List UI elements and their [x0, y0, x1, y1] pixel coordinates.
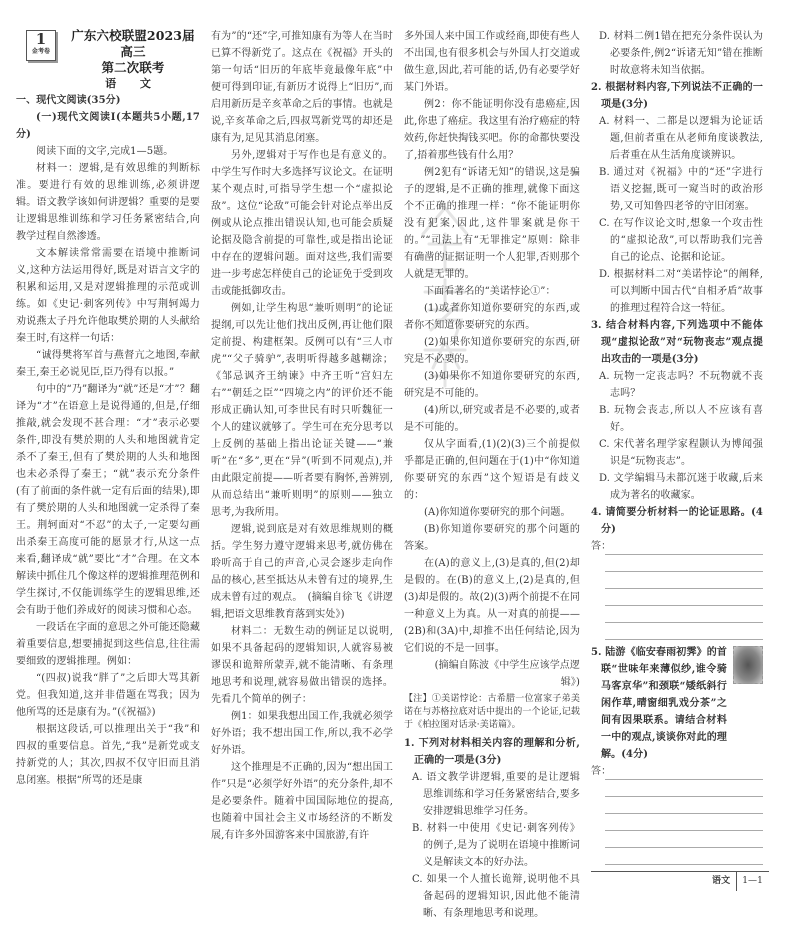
paragraph: (1)或者你知道你要研究的东西,或者你不知道你要研究的东西。 — [404, 303, 580, 331]
paragraph: (B)你知道你要研究的那个问题的答案。 — [404, 524, 580, 552]
page-footer — [591, 871, 769, 891]
q5-answer-line[interactable] — [605, 848, 763, 865]
paragraph: 下面看著名的“美诺悖论①”： — [424, 286, 556, 297]
paragraph: 例1：如果我想出国工作,我就必须学好外语；我不想出国工作,所以,我不必学好外语。 — [211, 711, 393, 756]
q4-answer-line[interactable] — [605, 555, 763, 572]
paragraph: 这个推理是不正确的,因为“想出国工作”只是“必须学好外语”的充分条件,却不是必要条件。随着中国国际地位的提高,也随着中国社会主义市场经济的不断发展,有许多外国游客来中国旅游,有许 — [211, 762, 393, 841]
paragraph: 多外国人来中国工作或经商,即使有些人不出国,也有很多机会与外国人打交道或做生意,因此,若可能的话,仍有必要学好某门外语。 — [404, 31, 580, 93]
q3-option-a[interactable]: A. 玩物一定丧志吗？不玩物就不丧志吗？ — [599, 371, 763, 399]
column-4 — [591, 28, 763, 891]
paragraph: 材料一：逻辑,是有效思维的判断标准。要进行有效的思维训练,必须讲逻辑。语文教学该如何讲逻辑？重要的是要让逻辑思维训练和学习任务紧密结合,向教学过程自然渗透。 — [16, 163, 200, 242]
paragraph: 材料二：无数生动的例证足以说明,如果不具备起码的逻辑知识,人就容易被谬误和诡辩所蒙弄,就不能清晰、有条理地思考和说理,就容易做出错误的选择。先看几个简单的例子： — [211, 626, 393, 705]
paragraph: (4)所以,研究或者是不必要的,或者是不可能的。 — [404, 405, 580, 433]
column-3 — [404, 28, 580, 922]
q5-answer-line[interactable] — [605, 797, 763, 814]
paragraph: 根据这段话,可以推理出关于“我”和四叔的重要信息。首先,“我”是新党或支持新党的人；其次,四叔不仅守旧而且消息闭塞。根据“所骂的还是康 — [16, 724, 200, 786]
q3-option-d[interactable]: D. 文学编辑马未都沉迷于收藏,后来成为著名的收藏家。 — [599, 473, 763, 501]
q4-answer-line[interactable] — [605, 538, 763, 555]
q4-answer-line[interactable] — [605, 606, 763, 623]
source-citation: (摘编自陈波《中学生应该学点逻辑》) — [434, 660, 580, 688]
q1-option-c[interactable]: C. 如果一个人擅长诡辩,说明他不具备起码的逻辑知识,因此他不能清晰、有条理地思考和说理。 — [412, 874, 580, 919]
question-5-stem: 5. 陆游《临安春雨初霁》的首联“世味年来薄似纱,谁令骑马客京华”和颈联“矮纸斜行闲作草,晴窗细乳戏分茶”之间有因果联系。请结合材料一中的观点,谈谈你对此的理解。(4分) — [591, 647, 727, 760]
q2-option-c[interactable]: C. 在写作议论文时,想象一个攻击性的“虚拟论敌”,可以帮助我们完善自己的论点、论据和论证。 — [599, 218, 763, 263]
page-number: 1—1 — [736, 872, 769, 891]
paragraph: 在(A)的意义上,(3)是真的,但(2)却是假的。在(B)的意义上,(2)是真的,但(3)却是假的。故(2)(3)两个前提不在同一种意义上为真。从一对真的前提——(2B)和(3A)中,却推不出任何结论,因为它们说的不是一回事。 — [404, 558, 580, 654]
question-4-stem: 4. 请简要分析材料一的论证思路。(4分) — [591, 507, 763, 535]
paragraph: (2)如果你知道你要研究的东西,研究是不必要的。 — [404, 337, 580, 365]
question-5 — [591, 644, 763, 763]
column-1 — [16, 28, 200, 789]
exam-title: 广东六校联盟2023届高三 — [71, 28, 195, 59]
footer-subject: 语文 — [712, 876, 731, 886]
q4-answer-line[interactable] — [605, 589, 763, 606]
q3-option-c[interactable]: C. 宋代著名理学家程颢认为博闻强识是“玩物丧志”。 — [599, 439, 763, 467]
paragraph: 例2犯有“诉诸无知”的错误,这是骗子的逻辑,是不正确的推理,就像下面这个不正确的推理一样：“你不能证明你没有犯案,因此,这件罪案就是你干的。”“司法上有“无罪推定”原则：除非有确凿的证据证明一个人犯罪,否则那个人就是无罪的。 — [404, 167, 580, 280]
q5-answer-label: 答： — [591, 766, 612, 777]
q4-answer-row — [591, 538, 763, 555]
q4-answer-label: 答： — [591, 541, 612, 552]
paragraph: 有为”的“还”字,可推知康有为等人在当时已算不得新党了。这点在《祝福》开头的第一句话“旧历的年底毕竟最像年底”中便可得到印证,有新历才说得上“旧历”,而启用新历是辛亥革命之后的事情。也就是说,辛亥革命之后,四叔骂新党骂的却还是康有为,足见其消息闭塞。 — [211, 31, 393, 144]
qr-code-image — [733, 646, 763, 684]
q5-answer-line[interactable] — [605, 814, 763, 831]
q2-option-d[interactable]: D. 根据材料二对“美诺悖论”的阐释,可以判断中国古代“自相矛盾”故事的推理过程符合这一特征。 — [599, 269, 763, 314]
quote: “诚得樊将军首与燕督亢之地图,奉献秦王,秦王必说见臣,臣乃得有以报。” — [16, 350, 200, 378]
paragraph: 文本解读常常需要在语境中推断词义,这种方法运用得好,既是对语言文字的积累和运用,又是对逻辑推理的示范或训练。如《史记·刺客列传》中写荆轲竭力劝说燕太子丹允许他取樊於期的人头献给秦王时,有这样一句话： — [16, 248, 200, 344]
question-3-stem: 3. 结合材料内容,下列选项中不能体现“虚拟论敌”对“玩物丧志”观点提出攻击的一项是(3分) — [591, 320, 763, 365]
question-1-stem: 1. 下列对材料相关内容的理解和分析,正确的一项是(3分) — [404, 738, 580, 766]
exam-badge — [26, 30, 56, 61]
q2-option-a[interactable]: A. 材料一、二都是以逻辑为论证话题,但前者重在从老师角度谈教法,后者重在从生活角度谈辨识。 — [599, 116, 763, 161]
paragraph: 一段话在字面的意思之外可能还隐藏着重要信息,想要捕捉到这些信息,往往需要细致的逻辑推理。例如： — [16, 622, 200, 667]
exam-subtitle: 第二次联考 — [101, 60, 165, 75]
subsection-heading: (一)现代文阅读Ⅰ(本题共5小题,17分) — [16, 112, 200, 140]
section-heading: 一、现代文阅读(35分) — [16, 95, 121, 106]
paragraph: 仅从字面看,(1)(2)(3)三个前提似乎都是正确的,但问题在于(1)中“你知道你要研究的东西”这个短语是有歧义的： — [404, 439, 580, 501]
q1-option-d[interactable]: D. 材料二例1错在把充分条件误认为必要条件,例2“诉诸无知”错在推断时故意将未知当依据。 — [599, 31, 763, 76]
badge-number: 1 — [35, 30, 47, 48]
footnote: 【注】①美诺悖论：古希腊一位富家子弟美诺在与苏格拉底对话中提出的一个论证,记载于《柏拉图对话录·美诺篇》。 — [404, 694, 580, 730]
column-2 — [211, 28, 393, 844]
q1-option-a[interactable]: A. 语文教学讲逻辑,重要的是让逻辑思维训练和学习任务紧密结合,要多安排逻辑思维学习任务。 — [412, 772, 580, 817]
q5-answer-line[interactable] — [605, 763, 763, 780]
paragraph: (3)如果你不知道你要研究的东西,研究是不可能的。 — [404, 371, 580, 399]
q4-answer-line[interactable] — [605, 572, 763, 589]
paragraph: 逻辑,说到底是对有效思维规则的概括。学生努力遵守逻辑来思考,就仿佛在聆听高于自己的声音,心灵会逐步走向作品的核心,甚至抵达从未曾有过的境界,生成未曾有过的观点。 (摘编自徐飞《讲逻辑,把语文思维教育落到实处》) — [211, 524, 393, 620]
paragraph: 另外,逻辑对于写作也是有意义的。中学生写作时大多选择写议论文。在证明某个观点时,可指导学生想一个“虚拟论敌”。这位“论敌”可能会针对论点举出反例或从论点推出错误认知,也可能会质疑论据及隐含前提的可靠性,或是指出论证中存在的逻辑问题。面对这些,我们需要进一步考虑怎样使自己的论证免于受到攻击或能抵御攻击。 — [211, 150, 393, 297]
question-2-stem: 2. 根据材料内容,下列说法不正确的一项是(3分) — [591, 82, 763, 110]
q5-answer-line[interactable] — [605, 780, 763, 797]
q5-answer-line[interactable] — [605, 831, 763, 848]
subject-title: 语 文 — [105, 77, 161, 90]
q4-answer-line[interactable] — [605, 623, 763, 640]
instruction: 阅读下面的文字,完成1—5题。 — [36, 146, 174, 157]
q1-option-b[interactable]: B. 材料一中使用《史记·刺客列传》的例子,是为了说明在语境中推断词义是解读文本的好办法。 — [412, 823, 580, 868]
exam-titles — [66, 28, 200, 91]
q2-option-b[interactable]: B. 通过对《祝福》中的“还”字进行语义挖掘,既可一窥当时的政治形势,又可知鲁四老爷的守旧闭塞。 — [599, 167, 763, 212]
paragraph: (A)你知道你要研究的那个问题。 — [424, 507, 571, 518]
paragraph: 例2：你不能证明你没有患癌症,因此,你患了癌症。我这里有治疗癌症的特效药,你赶快掏钱买吧。你的命都快要没了,捂着那些钱有什么用？ — [404, 99, 580, 161]
exam-header — [16, 28, 200, 91]
badge-label: 金考卷 — [31, 48, 51, 55]
quote: “(四叔)说我“胖了”之后即大骂其新党。但我知道,这并非借题在骂我；因为他所骂的还是康有为。”(《祝福》) — [16, 673, 200, 718]
q5-answer-row — [591, 763, 763, 780]
paragraph: 例如,让学生构思“兼听则明”的论证提纲,可以先让他们找出反例,再让他们限定前提、构建框架。反例可以有“三人市虎”“父子骑驴”,表明听得越多越糊涂；《邹忌讽齐王纳谏》中齐王听“宫妇左右”“朝廷之臣”“四境之内”的评价还不能形成正确认知,可李世民有时只听魏征一个人的建议就够了。学生可在充分思考以上反例的基础上指出论证关键——“兼听”在“多”,更在“异”(听到不同观点),并由此限定前提——听者要有胸怀,善辨别,从而总结出“兼听则明”的原则——独立思考,为我所用。 — [211, 303, 393, 518]
paragraph: 句中的“乃”翻译为“就”还是“才”？翻译为“才”在语意上是说得通的,但是,仔细推敲,就会发现不甚合理：“才”表示必要条件,即没有樊於期的人头和地图就肯定杀不了秦王,但有了樊於期的人头和地图也未必杀得了秦王；“就”表示充分条件(有了前面的条件就一定有后面的结果),即有了樊於期的人头和地图就一定杀得了秦王。荆轲面对“不忍”的太子,一定要勾画出杀秦王高度可能的愿景才行,从这一点来看,翻译成“就”要比“才”合理。在文本解读中抓住几个像这样的逻辑推理范例和学生探讨,不仅能训练学生的逻辑思维,还会有助于他们养成好的阅读习惯和心态。 — [16, 384, 200, 616]
q3-option-b[interactable]: B. 玩物会丧志,所以人不应该有喜好。 — [599, 405, 763, 433]
